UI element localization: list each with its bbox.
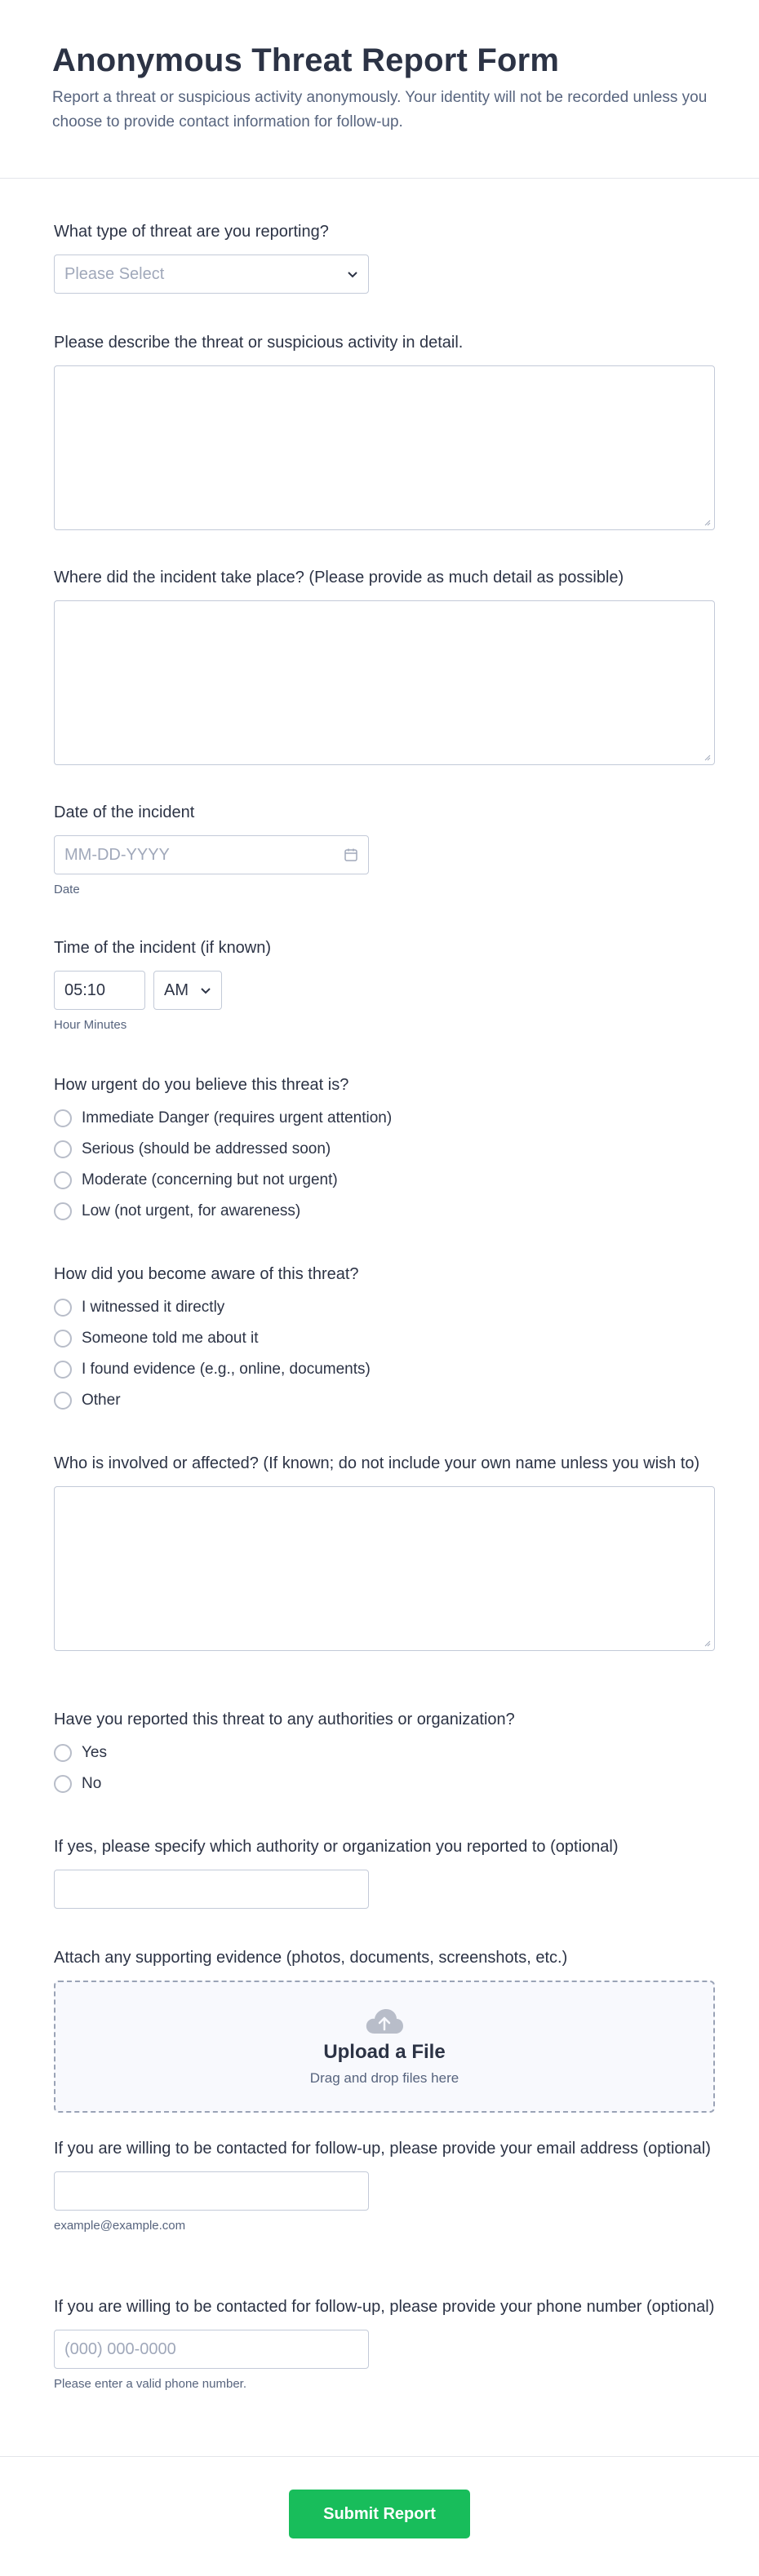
incident-date-sublabel: Date	[54, 883, 80, 896]
incident-date-label: Date of the incident	[54, 803, 195, 821]
radio-label: Immediate Danger (requires urgent attention)	[82, 1109, 393, 1126]
radio-button[interactable]	[54, 1744, 72, 1762]
involved-label: Who is involved or affected? (If known; do not include your own name unless you wish to)	[54, 1454, 700, 1472]
incident-date-input[interactable]	[54, 835, 369, 874]
awareness-option-told[interactable]	[54, 1323, 715, 1354]
form-footer	[0, 2456, 759, 2576]
threat-type-field	[54, 220, 715, 294]
awareness-field	[54, 1263, 715, 1416]
reported-option-yes[interactable]	[54, 1737, 715, 1768]
threat-type-select[interactable]	[54, 255, 369, 294]
phone-placeholder: (000) 000-0000	[64, 2339, 176, 2358]
radio-label: Moderate (concerning but not urgent)	[82, 1171, 338, 1188]
radio-button[interactable]	[54, 1392, 72, 1410]
radio-label: Low (not urgent, for awareness)	[82, 1202, 301, 1219]
awareness-option-other[interactable]	[54, 1385, 715, 1416]
reported-option-no[interactable]	[54, 1768, 715, 1799]
ampm-select[interactable]	[153, 971, 222, 1010]
awareness-label: How did you become aware of this threat?	[54, 1265, 359, 1283]
cloud-upload-icon	[364, 2007, 405, 2036]
reported-label: Have you reported this threat to any authorities or organization?	[54, 1711, 515, 1728]
radio-button[interactable]	[54, 1299, 72, 1317]
description-textarea[interactable]	[54, 365, 715, 530]
description-field	[54, 331, 715, 530]
radio-label: No	[82, 1775, 102, 1792]
calendar-icon[interactable]	[344, 848, 358, 862]
ampm-value: AM	[164, 980, 189, 999]
chevron-down-icon	[347, 271, 358, 279]
location-field	[54, 566, 715, 765]
resize-handle-icon[interactable]	[703, 1639, 711, 1647]
urgency-option-moderate[interactable]	[54, 1165, 715, 1196]
radio-label: Serious (should be addressed soon)	[82, 1140, 331, 1157]
location-label: Where did the incident take place? (Please provide as much detail as possible)	[54, 569, 624, 586]
time-value: 05:10	[64, 980, 106, 999]
radio-label: Yes	[82, 1744, 107, 1761]
urgency-field	[54, 1073, 715, 1227]
email-label: If you are willing to be contacted for follow-up, please provide your email address (optional)	[54, 2140, 711, 2158]
phone-field-wrapper	[54, 2295, 715, 2391]
reported-options	[54, 1737, 715, 1799]
threat-type-label: What type of threat are you reporting?	[54, 223, 329, 241]
radio-button[interactable]	[54, 1202, 72, 1220]
upload-subtitle: Drag and drop files here	[309, 2070, 459, 2086]
urgency-option-serious[interactable]	[54, 1134, 715, 1165]
radio-label: I found evidence (e.g., online, documents)	[82, 1361, 371, 1378]
awareness-options	[54, 1292, 715, 1416]
time-hour-minute-input[interactable]	[54, 971, 145, 1010]
resize-handle-icon[interactable]	[703, 518, 711, 526]
upload-title: Upload a File	[323, 2041, 446, 2063]
radio-button[interactable]	[54, 1361, 72, 1379]
location-textarea[interactable]	[54, 600, 715, 765]
evidence-field	[54, 1946, 715, 2113]
urgency-option-immediate[interactable]	[54, 1103, 715, 1134]
authority-label: If yes, please specify which authority or organization you reported to (optional)	[54, 1838, 619, 1856]
incident-time-sublabel: Hour Minutes	[54, 1018, 127, 1032]
evidence-label: Attach any supporting evidence (photos, documents, screenshots, etc.)	[54, 1949, 568, 1967]
radio-button[interactable]	[54, 1775, 72, 1793]
email-field-wrapper	[54, 2137, 715, 2233]
urgency-options	[54, 1103, 715, 1227]
phone-sublabel: Please enter a valid phone number.	[54, 2377, 246, 2391]
incident-date-field	[54, 801, 715, 896]
submit-report-button[interactable]: Submit Report	[289, 2490, 470, 2538]
radio-button[interactable]	[54, 1109, 72, 1127]
phone-label: If you are willing to be contacted for follow-up, please provide your phone number (optional)	[54, 2298, 715, 2316]
description-label: Please describe the threat or suspicious activity in detail.	[54, 334, 464, 352]
form-header	[0, 0, 759, 179]
awareness-option-witnessed[interactable]	[54, 1292, 715, 1323]
radio-button[interactable]	[54, 1140, 72, 1158]
urgency-option-low[interactable]	[54, 1196, 715, 1227]
authority-input[interactable]	[54, 1870, 369, 1909]
radio-label: Someone told me about it	[82, 1330, 259, 1347]
involved-textarea[interactable]	[54, 1486, 715, 1651]
file-upload-dropzone[interactable]	[54, 1981, 715, 2113]
threat-type-placeholder: Please Select	[64, 264, 165, 283]
form-title: Anonymous Threat Report Form	[52, 42, 560, 78]
email-sublabel: example@example.com	[54, 2219, 186, 2233]
radio-label: Other	[82, 1392, 121, 1409]
form-subtitle: Report a threat or suspicious activity anonymously. Your identity will not be recorded unless you choose to provide contact information for follow-up.	[52, 89, 708, 131]
incident-date-placeholder: MM-DD-YYYY	[64, 845, 170, 864]
radio-button[interactable]	[54, 1171, 72, 1189]
phone-field[interactable]	[54, 2330, 369, 2369]
urgency-label: How urgent do you believe this threat is?	[54, 1076, 349, 1094]
awareness-option-evidence[interactable]	[54, 1354, 715, 1385]
resize-handle-icon[interactable]	[703, 753, 711, 761]
email-field[interactable]	[54, 2171, 369, 2211]
involved-field	[54, 1452, 715, 1651]
authority-field	[54, 1835, 715, 1909]
radio-label: I witnessed it directly	[82, 1299, 225, 1316]
radio-button[interactable]	[54, 1330, 72, 1348]
incident-time-label: Time of the incident (if known)	[54, 939, 272, 957]
chevron-down-icon	[200, 987, 211, 995]
reported-field	[54, 1708, 715, 1799]
incident-time-field	[54, 936, 715, 1032]
